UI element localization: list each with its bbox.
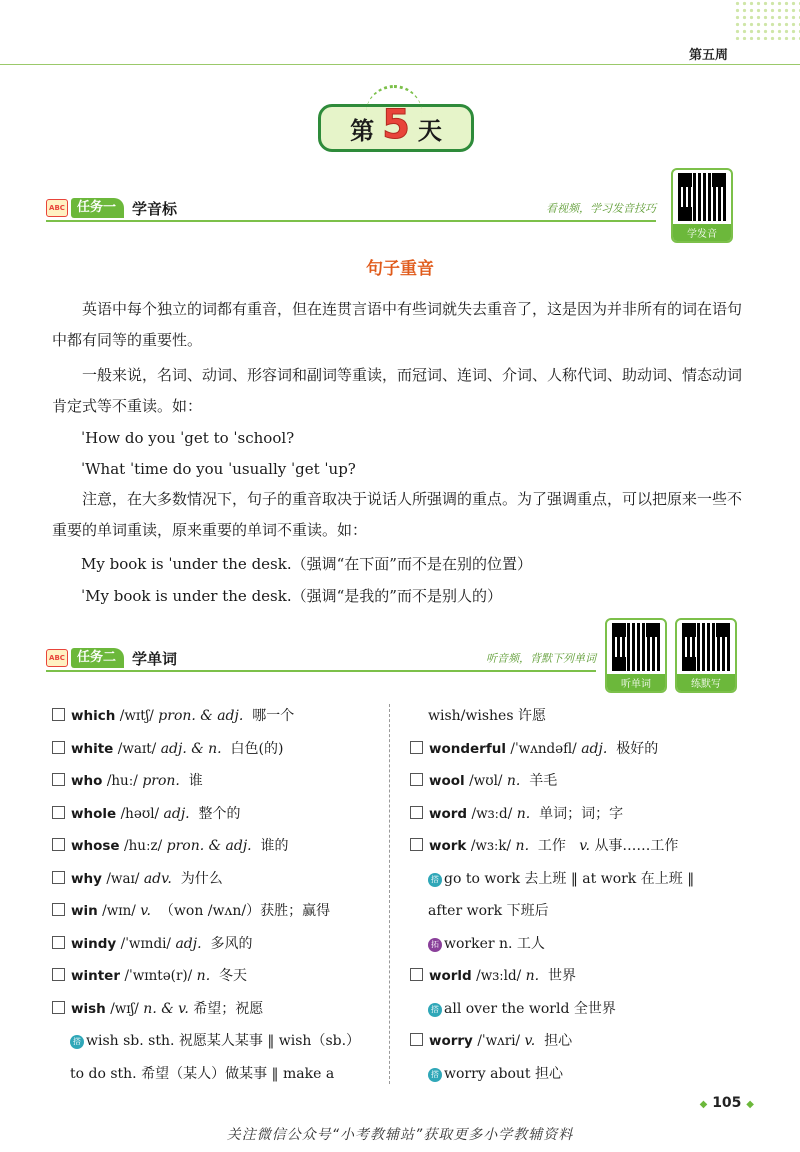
word-list-right <box>410 700 750 1090</box>
task1-bar <box>46 198 656 222</box>
example-3: My book is ˈunder the desk.（强调“在下面”而不是在别的位置） <box>81 555 532 573</box>
collocation-icon: 搭 <box>70 1035 84 1049</box>
word-entry: why /waɪ/ adv. 为什么 <box>52 863 392 896</box>
header-rule <box>0 64 800 65</box>
section-title: 句子重音 <box>366 259 434 279</box>
qr-listen-words[interactable] <box>605 618 667 693</box>
word-entry: world /wɜːld/ n. 世界 <box>410 960 750 993</box>
diamond-icon: ◆ <box>699 1099 708 1110</box>
word-entry: wish /wɪʃ/ n. & v. 希望；祝愿 <box>52 993 392 1026</box>
checkbox[interactable] <box>52 968 65 981</box>
checkbox[interactable] <box>52 838 65 851</box>
collocation-icon: 搭 <box>428 1068 442 1082</box>
checkbox[interactable] <box>410 806 423 819</box>
word-entry: which /wɪtʃ/ pron. & adj. 哪一个 <box>52 700 392 733</box>
day-title <box>318 104 474 152</box>
word-entry: whose /huːz/ pron. & adj. 谁的 <box>52 830 392 863</box>
paragraph-2 <box>52 360 752 422</box>
corner-dot-pattern <box>734 0 800 40</box>
page-number: ◆ 105 ◆ <box>699 1095 754 1111</box>
word-entry: winter /ˈwɪntə(r)/ n. 冬天 <box>52 960 392 993</box>
checkbox[interactable] <box>52 773 65 786</box>
task2-badge <box>46 648 177 668</box>
extension-icon: 拓 <box>428 938 442 952</box>
paragraph-3 <box>52 484 752 546</box>
checkbox[interactable] <box>52 871 65 884</box>
qr-caption: 练默写 <box>677 674 735 691</box>
extension-note: 拓 worker n. 工人 <box>410 928 750 961</box>
collocation-note: wish/wishes 许愿 <box>428 708 546 724</box>
task1-badge <box>46 198 177 218</box>
day-number: 5 <box>382 102 410 148</box>
qr-dictation[interactable] <box>675 618 737 693</box>
collocation-icon: 搭 <box>428 1003 442 1017</box>
task2-bar <box>46 648 596 672</box>
collocation-note: 搭 go to work 去上班 ‖ at work 在上班 ‖ <box>410 863 750 896</box>
checkbox[interactable] <box>52 903 65 916</box>
example-2: ˈWhat ˈtime do you ˈusually ˈget ˈup? <box>81 460 356 478</box>
checkbox[interactable] <box>52 806 65 819</box>
day-title-prefix: 第 <box>350 116 375 145</box>
collocation-note: 搭 wish sb. sth. 祝愿某人某事 ‖ wish（sb.） <box>52 1025 392 1058</box>
word-entry: wool /wʊl/ n. 羊毛 <box>410 765 750 798</box>
collocation-note: 搭 all over the world 全世界 <box>410 993 750 1026</box>
example-1: ˈHow do you ˈget to ˈschool? <box>81 429 295 447</box>
word-entry: white /waɪt/ adj. & n. 白色(的) <box>52 733 392 766</box>
checkbox[interactable] <box>410 1033 423 1046</box>
qr-code-icon <box>678 173 726 221</box>
word-entry: who /huː/ pron. 谁 <box>52 765 392 798</box>
paragraph-3-text: 注意，在大多数情况下，句子的重音取决于说话人所强调的重点。为了强调重点，可以把原来一些不重要的单词重读，原来重要的单词不重读。如： <box>52 490 743 539</box>
checkbox[interactable] <box>52 708 65 721</box>
checkbox[interactable] <box>52 936 65 949</box>
task1-name: 学音标 <box>132 199 178 218</box>
word-entry: work /wɜːk/ n. 工作 v. 从事……工作 <box>410 830 750 863</box>
qr-learn-pronunciation[interactable] <box>671 168 733 243</box>
day-title-suffix: 天 <box>417 116 442 145</box>
title-arc-decoration <box>366 85 422 116</box>
qr-caption: 学发音 <box>673 224 731 241</box>
word-entry: wonderful /ˈwʌndəfl/ adj. 极好的 <box>410 733 750 766</box>
checkbox[interactable] <box>410 968 423 981</box>
checkbox[interactable] <box>410 741 423 754</box>
word-entry: worry /ˈwʌri/ v. 担心 <box>410 1025 750 1058</box>
checkbox[interactable] <box>52 1001 65 1014</box>
footer-watermark: 关注微信公众号“小考教辅站”获取更多小学教辅资料 <box>226 1127 574 1143</box>
checkbox[interactable] <box>410 838 423 851</box>
collocation-note: after work 下班后 <box>428 903 549 919</box>
week-label: 第五周 <box>688 48 728 63</box>
word-entry: whole /həʊl/ adj. 整个的 <box>52 798 392 831</box>
collocation-icon: 搭 <box>428 873 442 887</box>
abc-icon: ABC <box>46 649 68 667</box>
word-entry: word /wɜːd/ n. 单词；词；字 <box>410 798 750 831</box>
column-divider <box>389 704 390 1084</box>
word-entry: win /wɪn/ v. （won /wʌn/）获胜；赢得 <box>52 895 392 928</box>
paragraph-1-text: 英语中每个独立的词都有重音，但在连贯言语中有些词就失去重音了，这是因为并非所有的词在语句中都有同等的重要性。 <box>52 300 743 349</box>
task2-name: 学单词 <box>132 649 178 668</box>
word-entry: windy /ˈwɪndi/ adj. 多风的 <box>52 928 392 961</box>
qr-code-icon <box>612 623 660 671</box>
task2-label: 任务二 <box>71 648 124 668</box>
collocation-note: 搭 worry about 担心 <box>410 1058 750 1091</box>
task2-hint: 听音频，背默下列单词 <box>486 652 596 665</box>
qr-code-icon <box>682 623 730 671</box>
diamond-icon: ◆ <box>746 1099 754 1110</box>
qr-caption: 听单词 <box>607 674 665 691</box>
example-4: ˈMy book is under the desk.（强调“是我的”而不是别人的） <box>81 587 502 605</box>
paragraph-1 <box>52 294 752 356</box>
paragraph-2-text: 一般来说，名词、动词、形容词和副词等重读，而冠词、连词、介词、人称代词、助动词、情态动词肯定式等不重读。如： <box>52 366 743 415</box>
checkbox[interactable] <box>52 741 65 754</box>
checkbox[interactable] <box>410 773 423 786</box>
word-list-left <box>52 700 392 1090</box>
collocation-note: to do sth. 希望（某人）做某事 ‖ make a <box>70 1065 335 1082</box>
task1-hint: 看视频，学习发音技巧 <box>546 202 656 215</box>
task1-label: 任务一 <box>71 198 124 218</box>
abc-icon: ABC <box>46 199 68 217</box>
